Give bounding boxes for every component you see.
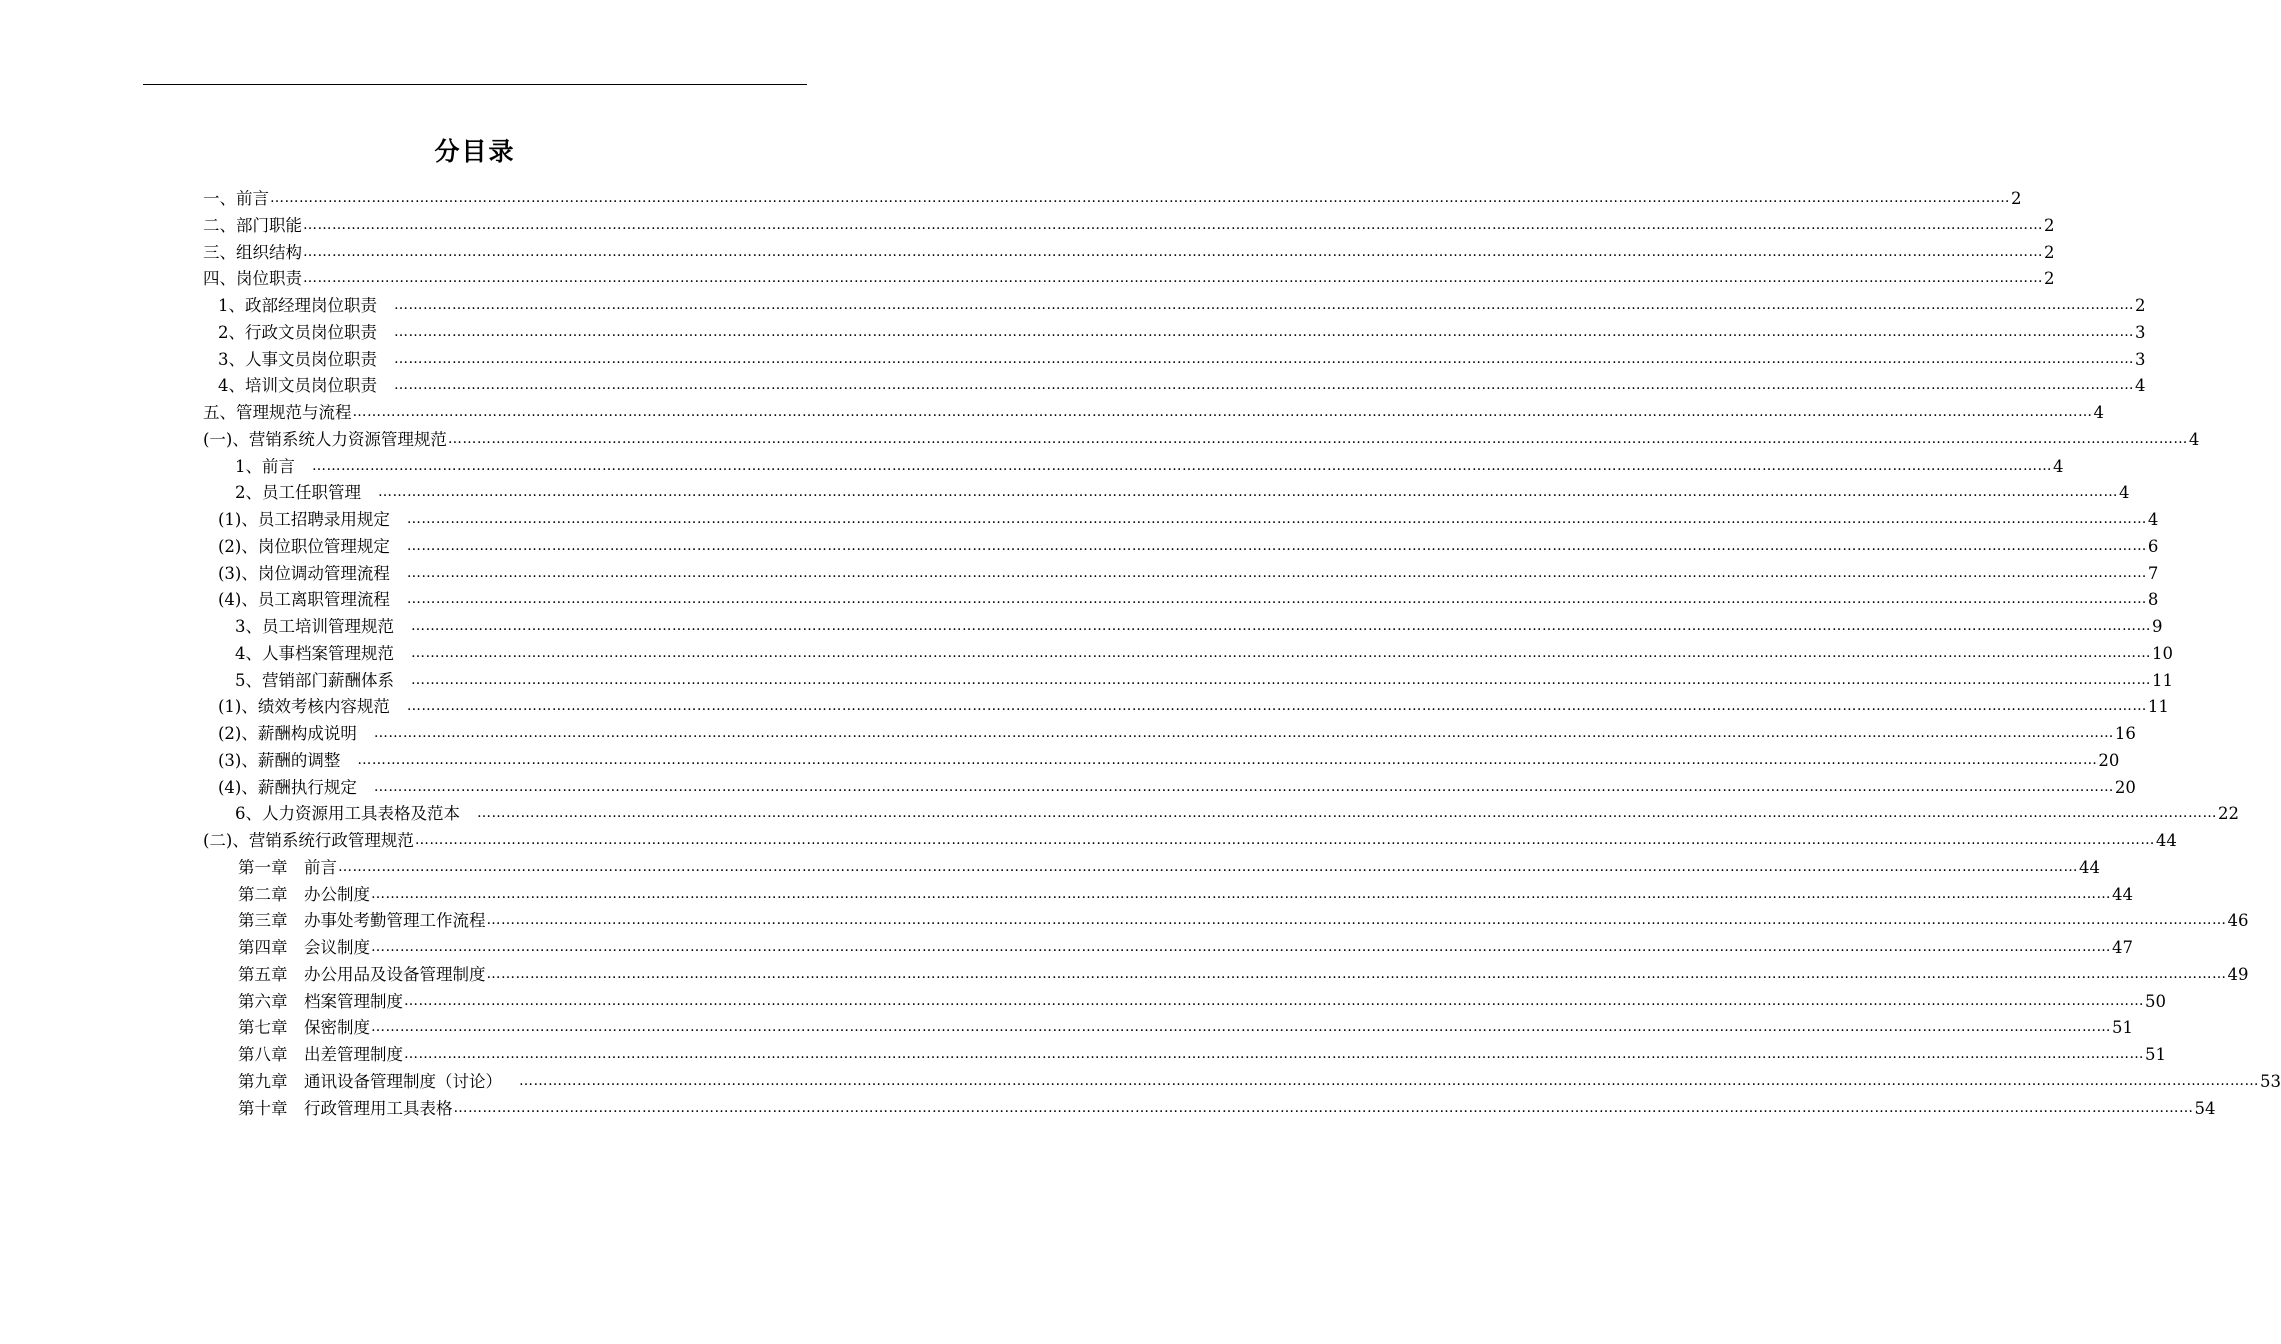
toc-leader-dots: ……………………………………………………………………………………………………………………………………………………………………………………………………………………………………………………………………………………………………………………………… (312, 457, 2052, 474)
toc-leader-dots: ……………………………………………………………………………………………………………………………………………………………………………………………………………………………………………………………………………………………………………………………… (371, 885, 2111, 902)
toc-entry[interactable] (203, 239, 2055, 266)
toc-entry-title: (2)、薪酬构成说明 (218, 724, 357, 743)
toc-entry[interactable] (238, 988, 2166, 1015)
toc-entry-title: 五、管理规范与流程 (203, 403, 352, 422)
toc-entry-title: (4)、员工离职管理流程 (218, 590, 390, 610)
toc-entry-title: (一)、营销系统人力资源管理规范 (203, 429, 447, 449)
toc-entry-title: 1、前言 (235, 456, 295, 476)
toc-entry[interactable] (218, 774, 2136, 801)
toc-page-number: 6 (2147, 536, 2159, 556)
toc-entry[interactable] (218, 560, 2159, 587)
toc-entry[interactable] (218, 372, 2146, 399)
toc-entry[interactable] (218, 533, 2159, 560)
toc-leader-dots: ……………………………………………………………………………………………………………………………………………………………………………………………………………………………………………………………………………………………………………………………… (303, 216, 2043, 233)
toc-page-number: 2 (2135, 296, 2146, 315)
toc-entry[interactable] (235, 453, 2064, 480)
toc-entry[interactable] (218, 346, 2146, 373)
toc-entry-title: 1、政部经理岗位职责 (218, 296, 377, 315)
toc-leader-dots: ……………………………………………………………………………………………………………………………………………………………………………………………………………………………………………………………………………………………………………………………… (394, 350, 2134, 367)
toc-entry-title: 三、组织结构 (203, 242, 302, 262)
toc-page-number: 46 (2227, 911, 2249, 931)
toc-entry-title: (2)、岗位职位管理规定 (218, 536, 390, 556)
toc-entry[interactable] (218, 693, 2169, 720)
toc-page-number: 51 (2145, 1045, 2166, 1064)
toc-entry-title: 4、培训文员岗位职责 (218, 376, 377, 396)
toc-entry[interactable] (203, 426, 2200, 453)
toc-entry-title: 2、员工任职管理 (235, 483, 361, 503)
toc-entry[interactable] (238, 1068, 2281, 1095)
toc-entry[interactable] (235, 667, 2173, 694)
toc-leader-dots: ……………………………………………………………………………………………………………………………………………………………………………………………………………………………………………………………………………………………………………………………… (406, 591, 2147, 608)
header-rule (143, 84, 807, 85)
toc-entry-title: 5、营销部门薪酬体系 (235, 670, 394, 690)
toc-page-number: 9 (2152, 617, 2163, 636)
toc-entry-title: 3、人事文员岗位职责 (218, 349, 377, 369)
toc-entry[interactable] (238, 1095, 2216, 1122)
toc-leader-dots: ……………………………………………………………………………………………………………………………………………………………………………………………………………………………………………………………………………………………………………………………… (411, 644, 2151, 661)
toc-entry[interactable] (238, 961, 2249, 988)
toc-entry[interactable] (235, 479, 2130, 506)
toc-page-number: 16 (2114, 724, 2136, 743)
toc-leader-dots: ……………………………………………………………………………………………………………………………………………………………………………………………………………………………………………………………………………………………………………………………… (357, 751, 2098, 768)
toc-page-number: 4 (2147, 510, 2159, 529)
toc-entry[interactable] (203, 212, 2055, 239)
toc-entry-title: 第八章 出差管理制度 (238, 1045, 403, 1064)
toc-entry[interactable] (238, 1041, 2166, 1068)
toc-page-number: 10 (2152, 643, 2173, 663)
toc-page-number: 4 (2053, 456, 2064, 476)
toc-entry-title: 4、人事档案管理规范 (235, 643, 394, 663)
toc-leader-dots: ……………………………………………………………………………………………………………………………………………………………………………………………………………………………………………………………………………………………………………………………… (394, 377, 2134, 394)
toc-leader-dots: ……………………………………………………………………………………………………………………………………………………………………………………………………………………………………………………………………………………………………………………………… (371, 939, 2111, 955)
toc-leader-dots: ……………………………………………………………………………………………………………………………………………………………………………………………………………………………………………………………………………………………………………………………… (338, 858, 2078, 875)
toc-page-number: 44 (2112, 884, 2133, 904)
toc-entry-title: 第六章 档案管理制度 (238, 991, 403, 1011)
toc-entry-title: 第三章 办事处考勤管理工作流程 (238, 911, 486, 931)
toc-entry-title: 第二章 办公制度 (238, 884, 370, 904)
toc-page-number: 2 (2044, 269, 2055, 289)
toc-leader-dots: ……………………………………………………………………………………………………………………………………………………………………………………………………………………………………………………………………………………………………………………………… (373, 725, 2114, 741)
toc-page-number: 3 (2135, 322, 2146, 342)
page-title: 分目录 (434, 137, 516, 166)
toc-entry[interactable] (218, 292, 2146, 319)
toc-entry-title: 3、员工培训管理规范 (235, 617, 394, 636)
toc-page-number: 4 (2135, 376, 2146, 396)
toc-entry-title: 第四章 会议制度 (238, 938, 370, 957)
toc-entry-title: (1)、员工招聘录用规定 (218, 510, 390, 529)
toc-leader-dots: ……………………………………………………………………………………………………………………………………………………………………………………………………………………………………………………………………………………………………………………………… (406, 698, 2147, 715)
toc-page-number: 51 (2112, 1018, 2133, 1038)
toc-page-number: 2 (2044, 242, 2055, 262)
toc-entry-title: 第十章 行政管理用工具表格 (238, 1098, 453, 1118)
toc-entry[interactable] (238, 881, 2133, 908)
toc-page-number: 2 (2044, 215, 2055, 235)
toc-leader-dots: ……………………………………………………………………………………………………………………………………………………………………………………………………………………………………………………………………………………………………………………………… (303, 243, 2043, 260)
toc-entry-title: 第一章 前言 (238, 857, 337, 877)
toc-entry[interactable] (218, 586, 2159, 613)
toc-leader-dots: ……………………………………………………………………………………………………………………………………………………………………………………………………………………………………………………………………………………………………………………………… (519, 1072, 2259, 1089)
toc-page-number: 53 (2260, 1071, 2281, 1091)
toc-page-number: 11 (2147, 697, 2169, 717)
toc-entry[interactable] (203, 827, 2177, 854)
toc-entry[interactable] (235, 800, 2239, 827)
toc-page-number: 4 (2188, 429, 2200, 449)
toc-leader-dots: ……………………………………………………………………………………………………………………………………………………………………………………………………………………………………………………………………………………………………………………………… (411, 671, 2151, 688)
toc-entry-title: (二)、营销系统行政管理规范 (203, 831, 414, 850)
toc-leader-dots: ……………………………………………………………………………………………………………………………………………………………………………………………………………………………………………………………………………………………………………………………… (486, 912, 2227, 929)
toc-entry-title: 第九章 通讯设备管理制度（讨论） (238, 1071, 502, 1091)
toc-entry-title: 四、岗位职责 (203, 269, 302, 289)
toc-leader-dots: ……………………………………………………………………………………………………………………………………………………………………………………………………………………………………………………………………………………………………………………………… (453, 1099, 2194, 1116)
toc-leader-dots: ……………………………………………………………………………………………………………………………………………………………………………………………………………………………………………………………………………………………………………………………… (270, 190, 2010, 206)
toc-entry[interactable] (218, 319, 2146, 346)
toc-leader-dots: ……………………………………………………………………………………………………………………………………………………………………………………………………………………………………………………………………………………………………………………………… (373, 778, 2114, 795)
toc-entry[interactable] (235, 640, 2173, 667)
toc-leader-dots: ……………………………………………………………………………………………………………………………………………………………………………………………………………………………………………………………………………………………………………………………… (406, 537, 2147, 554)
toc-page-number: 22 (2218, 804, 2239, 824)
toc-leader-dots: ……………………………………………………………………………………………………………………………………………………………………………………………………………………………………………………………………………………………………………………………… (447, 430, 2188, 447)
toc-page-number: 50 (2145, 991, 2166, 1011)
toc-entry-title: 第七章 保密制度 (238, 1018, 370, 1038)
toc-page-number: 44 (2079, 857, 2100, 877)
toc-page-number: 11 (2152, 670, 2173, 690)
toc-entry-title: 二、部门职能 (203, 215, 302, 235)
toc-leader-dots: ……………………………………………………………………………………………………………………………………………………………………………………………………………………………………………………………………………………………………………………………… (378, 484, 2118, 501)
toc-entry[interactable] (203, 399, 2104, 426)
toc-leader-dots: ……………………………………………………………………………………………………………………………………………………………………………………………………………………………………………………………………………………………………………………………… (404, 992, 2144, 1009)
toc-leader-dots: ……………………………………………………………………………………………………………………………………………………………………………………………………………………………………………………………………………………………………………………………… (394, 297, 2134, 313)
toc-entry[interactable] (203, 185, 2022, 212)
toc-page-number: 8 (2147, 590, 2159, 610)
toc-entry-title: (3)、薪酬的调整 (218, 750, 341, 770)
toc-page-number: 3 (2135, 349, 2146, 369)
toc-page-number: 20 (2098, 750, 2120, 770)
toc-entry[interactable] (238, 934, 2133, 961)
toc-page-number: 49 (2227, 964, 2249, 984)
toc-entry[interactable] (218, 506, 2159, 533)
toc-entry[interactable] (218, 747, 2120, 774)
toc-entry-title: (3)、岗位调动管理流程 (218, 563, 390, 583)
toc-entry-title: (1)、绩效考核内容规范 (218, 697, 390, 717)
toc-entry[interactable] (235, 613, 2163, 640)
toc-entry-title: 一、前言 (203, 189, 269, 208)
toc-leader-dots: ……………………………………………………………………………………………………………………………………………………………………………………………………………………………………………………………………………………………………………………………… (406, 564, 2147, 581)
toc-page-number: 44 (2155, 831, 2177, 850)
toc-entry-title: 第五章 办公用品及设备管理制度 (238, 964, 486, 984)
toc-entry[interactable] (238, 907, 2249, 934)
toc-leader-dots: ……………………………………………………………………………………………………………………………………………………………………………………………………………………………………………………………………………………………………………………………… (404, 1046, 2144, 1062)
toc-page-number: 2 (2011, 189, 2022, 208)
toc-entry-title: 2、行政文员岗位职责 (218, 322, 377, 342)
toc-page-number: 47 (2112, 938, 2133, 957)
toc-page-number: 54 (2194, 1098, 2216, 1118)
toc-leader-dots: ……………………………………………………………………………………………………………………………………………………………………………………………………………………………………………………………………………………………………………………………… (414, 832, 2155, 848)
toc-page-number: 4 (2093, 403, 2104, 422)
toc-leader-dots: ……………………………………………………………………………………………………………………………………………………………………………………………………………………………………………………………………………………………………………………………… (477, 805, 2217, 822)
toc-leader-dots: ……………………………………………………………………………………………………………………………………………………………………………………………………………………………………………………………………………………………………………………………… (406, 511, 2147, 527)
toc-leader-dots: ……………………………………………………………………………………………………………………………………………………………………………………………………………………………………………………………………………………………………………………………… (352, 404, 2093, 420)
toc-leader-dots: ……………………………………………………………………………………………………………………………………………………………………………………………………………………………………………………………………………………………………………………………… (411, 618, 2151, 634)
toc-leader-dots: ……………………………………………………………………………………………………………………………………………………………………………………………………………………………………………………………………………………………………………………………… (303, 270, 2043, 287)
toc-entry[interactable] (203, 265, 2055, 292)
toc-entry-title: 6、人力资源用工具表格及范本 (235, 804, 460, 824)
toc-entry[interactable] (238, 854, 2100, 881)
toc-page-number: 7 (2147, 563, 2159, 583)
toc-leader-dots: ……………………………………………………………………………………………………………………………………………………………………………………………………………………………………………………………………………………………………………………………… (486, 965, 2227, 982)
toc-leader-dots: ……………………………………………………………………………………………………………………………………………………………………………………………………………………………………………………………………………………………………………………………… (394, 323, 2134, 340)
toc-entry[interactable] (238, 1014, 2133, 1041)
toc-page-number: 20 (2114, 777, 2136, 797)
toc-entry[interactable] (218, 720, 2136, 747)
toc-leader-dots: ……………………………………………………………………………………………………………………………………………………………………………………………………………………………………………………………………………………………………………………………… (371, 1019, 2111, 1036)
toc-page-number: 4 (2119, 483, 2130, 503)
toc-entry-title: (4)、薪酬执行规定 (218, 777, 357, 797)
